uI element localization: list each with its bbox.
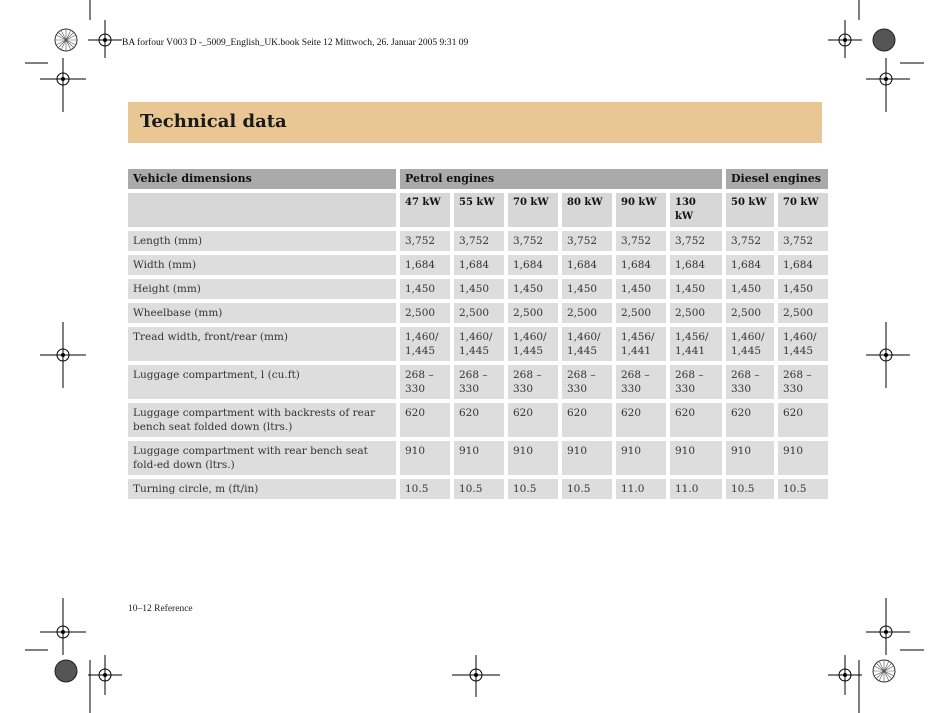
dial-mark-icon xyxy=(55,660,77,682)
table-cell: 1,456/ 1,441 xyxy=(670,327,722,361)
table-cell: 1,450 xyxy=(616,279,666,299)
table-cell: 910 xyxy=(454,441,504,475)
table-cell: 910 xyxy=(562,441,612,475)
row-label: Luggage compartment with rear bench seat fold-ed down (ltrs.) xyxy=(128,441,396,475)
table-cell: 2,500 xyxy=(670,303,722,323)
table-cell: 1,450 xyxy=(778,279,828,299)
dial-mark-icon xyxy=(873,29,895,51)
table-cell: 2,500 xyxy=(400,303,450,323)
table-cell: 2,500 xyxy=(616,303,666,323)
diesel-engines-header: Diesel engines xyxy=(726,169,828,189)
table-cell: 1,460/ 1,445 xyxy=(726,327,774,361)
table-cell: 1,684 xyxy=(726,255,774,275)
table-cell: 3,752 xyxy=(454,231,504,251)
table-cell: 3,752 xyxy=(508,231,558,251)
table-cell: 10.5 xyxy=(454,479,504,499)
table-cell: 620 xyxy=(616,403,666,437)
table-cell: 620 xyxy=(670,403,722,437)
table-cell: 620 xyxy=(400,403,450,437)
table-cell: 268 – 330 xyxy=(562,365,612,399)
table-cell: 910 xyxy=(778,441,828,475)
table-cell: 2,500 xyxy=(508,303,558,323)
column-header: 80 kW xyxy=(562,193,612,227)
column-header: 90 kW xyxy=(616,193,666,227)
table-cell: 1,684 xyxy=(400,255,450,275)
vehicle-dimensions-header: Vehicle dimensions xyxy=(128,169,396,189)
row-label: Wheelbase (mm) xyxy=(128,303,396,323)
table-cell: 268 – 330 xyxy=(778,365,828,399)
table-cell: 620 xyxy=(562,403,612,437)
table-cell: 910 xyxy=(616,441,666,475)
table-cell: 10.5 xyxy=(562,479,612,499)
column-header: 70 kW xyxy=(508,193,558,227)
column-header: 55 kW xyxy=(454,193,504,227)
table-cell: 1,456/ 1,441 xyxy=(616,327,666,361)
table-cell: 1,684 xyxy=(616,255,666,275)
row-label: Turning circle, m (ft/in) xyxy=(128,479,396,499)
print-header-line: BA forfour V003 D -_5009_English_UK.book Seite 12 Mittwoch, 26. Januar 2005 9:31 09 xyxy=(122,38,469,48)
table-cell: 910 xyxy=(508,441,558,475)
table-cell: 268 – 330 xyxy=(454,365,504,399)
table-cell: 910 xyxy=(400,441,450,475)
table-cell: 910 xyxy=(726,441,774,475)
table-cell: 268 – 330 xyxy=(670,365,722,399)
petrol-engines-header: Petrol engines xyxy=(400,169,722,189)
table-cell: 3,752 xyxy=(400,231,450,251)
table-cell: 1,460/ 1,445 xyxy=(778,327,828,361)
table-cell: 11.0 xyxy=(670,479,722,499)
registration-mark-icon xyxy=(866,598,910,655)
table-cell: 268 – 330 xyxy=(616,365,666,399)
registration-mark-icon xyxy=(40,598,86,655)
column-header: 70 kW xyxy=(778,193,828,227)
table-cell: 2,500 xyxy=(778,303,828,323)
table-cell: 1,460/ 1,445 xyxy=(508,327,558,361)
row-label: Luggage compartment with backrests of rear bench seat folded down (ltrs.) xyxy=(128,403,396,437)
table-cell: 1,450 xyxy=(454,279,504,299)
table-cell: 2,500 xyxy=(454,303,504,323)
table-cell: 620 xyxy=(454,403,504,437)
table-cell: 1,684 xyxy=(670,255,722,275)
registration-mark-icon xyxy=(40,58,86,112)
table-cell: 268 – 330 xyxy=(508,365,558,399)
table-cell: 10.5 xyxy=(726,479,774,499)
table-cell: 10.5 xyxy=(778,479,828,499)
table-cell: 620 xyxy=(778,403,828,437)
row-label: Height (mm) xyxy=(128,279,396,299)
column-header: 130 kW xyxy=(670,193,722,227)
table-cell: 1,450 xyxy=(726,279,774,299)
column-header: 50 kW xyxy=(726,193,774,227)
page-title: Technical data xyxy=(140,111,287,132)
table-cell: 2,500 xyxy=(726,303,774,323)
table-cell: 1,460/ 1,445 xyxy=(400,327,450,361)
table-cell: 1,450 xyxy=(400,279,450,299)
table-cell: 10.5 xyxy=(508,479,558,499)
page-footer: 10–12 Reference xyxy=(128,604,193,614)
table-cell: 1,450 xyxy=(562,279,612,299)
registration-mark-icon xyxy=(866,58,910,112)
table-cell: 3,752 xyxy=(726,231,774,251)
column-header: 47 kW xyxy=(400,193,450,227)
dial-mark-icon xyxy=(873,660,895,682)
table-cell: 3,752 xyxy=(616,231,666,251)
table-cell: 620 xyxy=(508,403,558,437)
table-cell: 3,752 xyxy=(562,231,612,251)
table-cell: 1,684 xyxy=(778,255,828,275)
table-cell: 1,684 xyxy=(508,255,558,275)
table-cell: 1,450 xyxy=(508,279,558,299)
table-cell: 1,460/ 1,445 xyxy=(454,327,504,361)
row-label: Luggage compartment, l (cu.ft) xyxy=(128,365,396,399)
table-cell: 1,460/ 1,445 xyxy=(562,327,612,361)
dial-mark-icon xyxy=(55,29,77,51)
table-cell: 268 – 330 xyxy=(400,365,450,399)
row-label: Tread width, front/rear (mm) xyxy=(128,327,396,361)
table-cell: 10.5 xyxy=(400,479,450,499)
table-cell: 1,450 xyxy=(670,279,722,299)
table-cell: 2,500 xyxy=(562,303,612,323)
row-label: Length (mm) xyxy=(128,231,396,251)
table-cell: 3,752 xyxy=(778,231,828,251)
table-cell: 268 – 330 xyxy=(726,365,774,399)
table-cell: 1,684 xyxy=(562,255,612,275)
table-cell: 3,752 xyxy=(670,231,722,251)
table-cell: 910 xyxy=(670,441,722,475)
table-cell: 1,684 xyxy=(454,255,504,275)
table-cell: 620 xyxy=(726,403,774,437)
row-label: Width (mm) xyxy=(128,255,396,275)
table-cell: 11.0 xyxy=(616,479,666,499)
